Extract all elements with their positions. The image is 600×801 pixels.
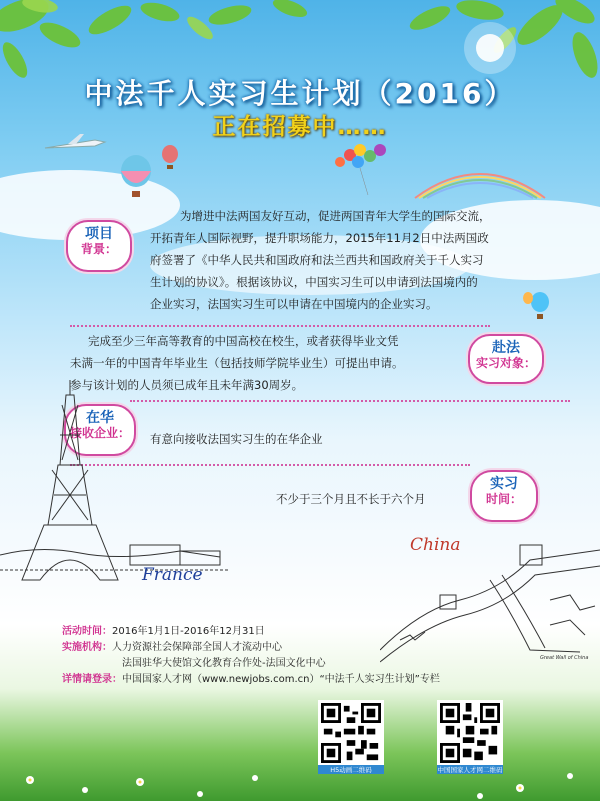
host-text: 有意向接收法国实习生的在华企业 <box>150 432 323 446</box>
target-badge-line1: 赴法 <box>492 340 520 356</box>
background-badge-line1: 项目 <box>85 226 113 242</box>
org-label: 实施机构： <box>62 642 112 653</box>
page-title: 中法千人实习生计划（2016） <box>84 77 516 110</box>
duration-badge-line1: 实习 <box>490 476 518 492</box>
host-badge-line2: 接收企业： <box>69 426 130 440</box>
rainbow-icon <box>410 160 550 200</box>
background-line: 生计划的协议》。根据该协议，中国实习生可以申请到法国境内的 <box>150 275 478 289</box>
duration-badge-line2: 时间： <box>485 492 522 506</box>
qr-code-h5[interactable] <box>318 700 384 766</box>
recruiting-subtitle: 正在招募中…… <box>212 114 388 140</box>
org-value-1: 人力资源社会保障部全国人才流动中心 <box>112 642 282 653</box>
background-badge-line2: 背景： <box>80 242 117 256</box>
qr-caption-h5: H5动画二维码 <box>318 765 384 774</box>
details-value: 中国国家人才网（www.newjobs.com.cn）“中法千人实习生计划”专栏 <box>122 674 440 685</box>
target-badge-line2: 实习对象： <box>475 356 536 370</box>
china-label: China <box>410 535 461 555</box>
hot-air-balloon-icon <box>160 145 180 173</box>
time-label: 活动时间： <box>62 626 112 637</box>
target-line: 未满一年的中国青年毕业生（包括技师学院毕业生）可提出申请。 <box>70 356 404 370</box>
background-text <box>150 205 570 315</box>
duration-badge <box>470 470 538 522</box>
hot-air-balloon-icon <box>118 155 154 205</box>
target-line: 完成至少三年高等教育的中国高校在校生，或者获得毕业文凭 <box>88 334 399 348</box>
balloon-cluster-icon <box>330 140 410 200</box>
host-badge-line1: 在华 <box>86 410 114 426</box>
duration-text: 不少于三个月且不长于六个月 <box>276 492 426 506</box>
background-line: 开拓青年人国际视野，提升职场能力，2015年11月2日中法两国政 <box>150 231 489 245</box>
background-line: 企业实习，法国实习生可以申请在中国境内的企业实习。 <box>150 297 438 311</box>
background-badge <box>66 220 132 272</box>
qr-caption-newjobs: 中国国家人才网二维码 <box>437 766 503 774</box>
details-label: 详情请登录： <box>62 674 122 685</box>
flowers-decoration <box>0 760 600 801</box>
qr-code-newjobs[interactable] <box>437 700 503 766</box>
france-label: France <box>142 565 203 585</box>
background-line: 为增进中法两国友好互动，促进两国青年大学生的国际交流， <box>180 209 491 223</box>
background-line: 府签署了《中华人民共和国政府和法兰西共和国政府关于千人实习 <box>150 253 484 267</box>
time-value: 2016年1月1日-2016年12月31日 <box>112 626 265 637</box>
eiffel-tower-illustration <box>0 375 230 590</box>
great-wall-caption: Great Wall of China <box>540 655 589 661</box>
info-block <box>62 624 582 688</box>
org-value-2: 法国驻华大使馆文化教育合作处-法国文化中心 <box>122 658 326 669</box>
target-badge <box>468 334 544 384</box>
target-line: 参与该计划的人员须已成年且未年满30周岁。 <box>70 378 304 392</box>
divider <box>70 325 490 327</box>
